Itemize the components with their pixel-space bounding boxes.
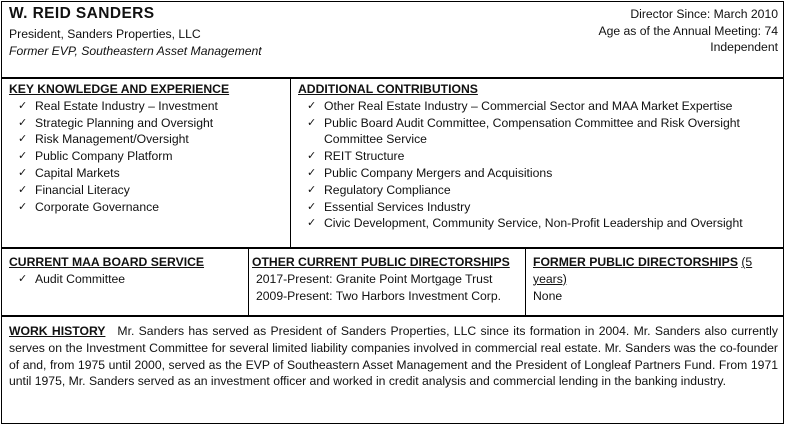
checkmark-icon: ✓ — [18, 200, 28, 213]
director-former-title: Former EVP, Southeastern Asset Management — [9, 44, 262, 58]
key-knowledge-item — [9, 199, 287, 216]
checkmark-icon: ✓ — [307, 150, 317, 163]
checkmark-icon: ✓ — [307, 166, 317, 179]
director-status: Independent — [710, 40, 778, 55]
former-directorships-heading: FORMER PUBLIC DIRECTORSHIPS — [533, 255, 738, 269]
key-knowledge-heading: KEY KNOWLEDGE AND EXPERIENCE — [9, 82, 230, 96]
section-divider — [1, 315, 784, 317]
contribution-item-label: REIT Structure — [324, 149, 405, 164]
contribution-item-label: Civic Development, Community Service, Non-Profit Leadership and Oversight — [324, 216, 743, 231]
checkmark-icon: ✓ — [18, 183, 28, 196]
contribution-item — [298, 148, 778, 165]
contribution-item-label: Other Real Estate Industry – Commercial Sector and MAA Market Expertise — [324, 98, 733, 113]
contribution-item-label: Public Company Mergers and Acquisitions — [324, 165, 553, 180]
key-knowledge-item — [9, 131, 287, 148]
checkmark-icon: ✓ — [18, 150, 28, 163]
key-knowledge-item — [9, 148, 287, 165]
column-divider — [290, 79, 291, 249]
director-age: Age as of the Annual Meeting: 74 — [598, 23, 778, 38]
director-name: W. REID SANDERS — [9, 5, 155, 22]
checkmark-icon: ✓ — [18, 166, 28, 179]
key-knowledge-list — [9, 98, 287, 216]
checkmark-icon: ✓ — [18, 116, 28, 129]
checkmark-icon: ✓ — [18, 99, 28, 112]
key-knowledge-item-label: Capital Markets — [35, 165, 120, 180]
key-knowledge-item-label: Real Estate Industry – Investment — [35, 98, 218, 113]
directorship-item: 2009-Present: Two Harbors Investment Corp. — [256, 288, 501, 303]
checkmark-icon: ✓ — [18, 133, 28, 146]
contribution-item-label: Public Board Audit Committee, Compensation Committee and Risk Oversight Committee Service — [324, 115, 740, 147]
contribution-item — [298, 215, 778, 232]
former-directorships-section — [533, 254, 781, 304]
former-directorships-period: (5 years) — [533, 255, 753, 286]
key-knowledge-item — [9, 182, 287, 199]
directorship-item: 2017-Present: Granite Point Mortgage Trust — [256, 271, 493, 286]
column-divider — [248, 249, 249, 315]
contribution-item-label: Regulatory Compliance — [324, 182, 451, 197]
key-knowledge-item-label: Strategic Planning and Oversight — [35, 115, 214, 130]
work-history-text: Mr. Sanders has served as President of Sanders Properties, LLC since its formation in 2004. Mr. Sanders also currently serves on the Investment Committee for several limited liability companies involved in commercial real estate. Mr. Sanders was the co-founder of and, from 1975 until 2000, served as the EVP of Southeastern Asset Management and the President of Longleaf Partners Fund. From 1971 until 1975, Mr. Sanders served as an investment officer and worked in credit analysis and commercial lending in the banking industry. — [9, 324, 778, 389]
key-knowledge-item-label: Financial Literacy — [35, 182, 130, 197]
board-service-section — [9, 254, 245, 288]
column-divider — [525, 249, 526, 315]
key-knowledge-item-label: Public Company Platform — [35, 149, 173, 164]
contribution-item — [298, 165, 778, 182]
contribution-item-label: Essential Services Industry — [324, 199, 471, 214]
key-knowledge-section — [9, 81, 287, 215]
checkmark-icon: ✓ — [307, 99, 317, 112]
checkmark-icon: ✓ — [307, 183, 317, 196]
work-history-heading: WORK HISTORY — [9, 324, 106, 338]
additional-contributions-section — [298, 81, 778, 232]
contribution-item — [298, 182, 778, 199]
board-service-list — [9, 271, 245, 288]
key-knowledge-item — [9, 98, 287, 115]
other-directorships-section — [252, 254, 522, 304]
board-service-heading: CURRENT MAA BOARD SERVICE — [9, 255, 205, 269]
contribution-item — [298, 115, 778, 149]
header-divider — [1, 77, 784, 79]
contribution-item — [298, 199, 778, 216]
director-title: President, Sanders Properties, LLC — [9, 27, 201, 41]
checkmark-icon: ✓ — [307, 200, 317, 213]
key-knowledge-item-label: Corporate Governance — [35, 199, 159, 214]
contribution-item — [298, 98, 778, 115]
additional-contributions-heading: ADDITIONAL CONTRIBUTIONS — [298, 82, 478, 96]
checkmark-icon: ✓ — [18, 272, 28, 285]
key-knowledge-item-label: Risk Management/Oversight — [35, 132, 189, 147]
former-directorships-value: None — [533, 288, 563, 303]
checkmark-icon: ✓ — [307, 116, 317, 129]
board-service-item — [9, 271, 245, 288]
board-service-item-label: Audit Committee — [35, 271, 126, 286]
key-knowledge-item — [9, 115, 287, 132]
checkmark-icon: ✓ — [307, 217, 317, 230]
other-directorships-heading: OTHER CURRENT PUBLIC DIRECTORSHIPS — [252, 255, 510, 269]
director-info — [598, 6, 778, 56]
section-divider — [1, 247, 784, 249]
other-directorships-list — [252, 271, 522, 305]
additional-contributions-list — [298, 98, 778, 232]
work-history-section — [9, 323, 778, 390]
director-since: Director Since: March 2010 — [630, 7, 778, 21]
key-knowledge-item — [9, 165, 287, 182]
